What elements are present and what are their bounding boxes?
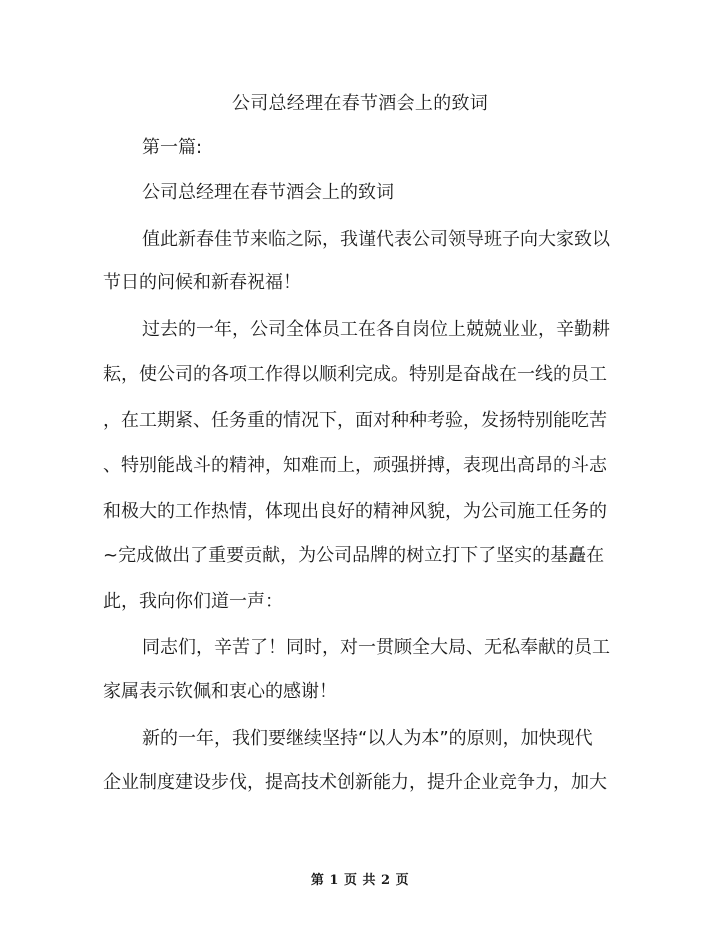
paragraph-line: ，在工期紧、任务重的情况下，面对种种考验，发扬特别能吃苦 [103, 410, 607, 431]
paragraph-line: 节日的问候和新春祝福！ [103, 272, 301, 293]
paragraph-line: 家属表示钦佩和衷心的感谢！ [103, 681, 337, 702]
paragraph-line: 企业制度建设步伐，提高技术创新能力，提升企业竞争力，加大 [103, 772, 607, 793]
paragraph-line: 同志们，辛苦了！同时，对一贯顾全大局、无私奉献的员工 [142, 637, 610, 658]
paragraph-line: 值此新春佳节来临之际，我谨代表公司领导班子向大家致以 [142, 229, 610, 250]
page-indicator: 第 1 页 共 2 页 [310, 873, 410, 888]
paragraph-line: 、特别能战斗的精神，知难而上，顽强拼搏，表现出高昂的斗志 [103, 455, 607, 476]
document-title: 公司总经理在春节酒会上的致词 [231, 93, 489, 114]
paragraph-line: ~完成做出了重要贡献，为公司品牌的树立打下了坚实的基矗在 [103, 545, 605, 566]
paragraph-line: 过去的一年，公司全体员工在各自岗位上兢兢业业，辛勤耕 [142, 319, 610, 340]
paragraph-line: 和极大的工作热情，体现出良好的精神风貌，为公司施工任务的 [103, 501, 607, 522]
paragraph-line: 耘，使公司的各项工作得以顺利完成。特别是奋战在一线的员工 [103, 364, 607, 385]
paragraph-line: 新的一年，我们要继续坚持“以人为本”的原则，加快现代 [142, 728, 593, 749]
section-subtitle: 公司总经理在春节酒会上的致词 [142, 182, 394, 203]
section-label: 第一篇: [142, 137, 203, 158]
paragraph-line: 此，我向你们道一声： [103, 591, 283, 612]
